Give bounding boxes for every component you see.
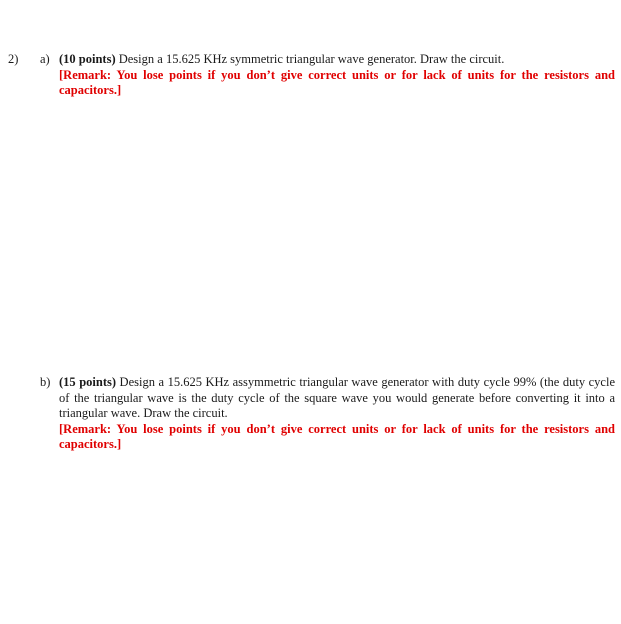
part-a-body <box>59 52 615 99</box>
part-a-points: (10 points) <box>59 52 116 66</box>
part-a-remark: [Remark: You lose points if you don’t give correct units or for lack of units for the resistors and capacitors.] <box>59 67 615 97</box>
part-a-text: Design a 15.625 KHz symmetric triangular wave generator. Draw the circuit. <box>115 52 505 66</box>
part-b-text: Design a 15.625 KHz assymmetric triangular wave generator with duty cycle 99% (the duty cycle of the triangular wave is the duty cycle of the square wave you would generate before converting it into a triangular wave. Draw the circuit. <box>59 375 615 420</box>
part-a <box>40 52 615 99</box>
part-b <box>40 375 615 453</box>
part-b-points: (15 points) <box>59 375 117 389</box>
question-number: 2) <box>8 52 19 66</box>
part-b-remark: [Remark: You lose points if you don’t give correct units or for lack of units for the resistors and capacitors.] <box>59 421 615 451</box>
part-b-label: b) <box>40 375 51 389</box>
part-b-body <box>59 375 615 453</box>
part-a-label: a) <box>40 52 50 66</box>
